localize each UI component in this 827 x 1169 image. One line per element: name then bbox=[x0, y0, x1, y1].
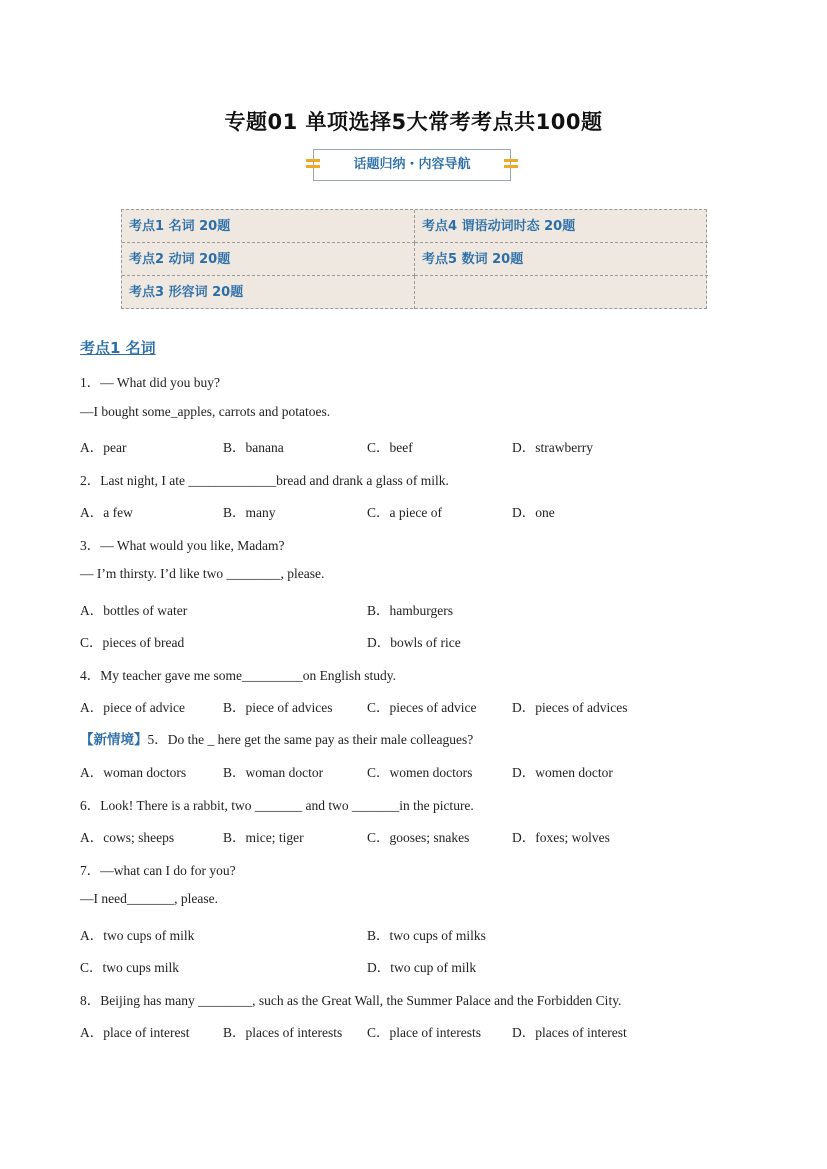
option-b[interactable]: B．mice; tiger bbox=[223, 830, 304, 845]
option-b[interactable]: B．many bbox=[223, 505, 276, 520]
option-d[interactable]: D．women doctor bbox=[512, 765, 613, 780]
topic-table bbox=[121, 209, 707, 309]
toc-item-empty bbox=[415, 276, 708, 309]
option-a[interactable]: A．a few bbox=[80, 505, 133, 520]
option-c[interactable]: C．a piece of bbox=[367, 505, 442, 520]
option-b[interactable]: B．two cups of milks bbox=[367, 928, 486, 943]
stripe-decoration-icon bbox=[306, 159, 320, 170]
question-text: 5．Do the _ here get the same pay as their male colleagues? bbox=[147, 732, 474, 747]
option-c[interactable]: C．women doctors bbox=[367, 765, 473, 780]
option-a[interactable]: A．pear bbox=[80, 440, 127, 455]
option-a[interactable]: A．two cups of milk bbox=[80, 928, 195, 943]
page-title: 专题01 单项选择5大常考考点共100题 bbox=[224, 110, 603, 134]
option-c[interactable]: C．gooses; snakes bbox=[367, 830, 470, 845]
option-c[interactable]: C．pieces of advice bbox=[367, 700, 477, 715]
option-a[interactable]: A．piece of advice bbox=[80, 700, 185, 715]
new-context-tag: 【新情境】 bbox=[80, 732, 148, 748]
option-b[interactable]: B．woman doctor bbox=[223, 765, 324, 780]
content-nav-badge bbox=[313, 149, 511, 181]
stripe-decoration-icon bbox=[504, 159, 518, 170]
option-d[interactable]: D．one bbox=[512, 505, 555, 520]
question-stem: 2．Last night, I ate _____________bread and drank a glass of milk. bbox=[80, 473, 449, 488]
question-stem: 3．— What would you like, Madam? bbox=[80, 538, 285, 553]
option-d[interactable]: D．pieces of advices bbox=[512, 700, 628, 715]
option-d[interactable]: D．two cup of milk bbox=[367, 960, 477, 975]
option-b[interactable]: B．hamburgers bbox=[367, 603, 453, 618]
question-stem: 4．My teacher gave me some_________on English study. bbox=[80, 668, 396, 683]
question-stem: — I’m thirsty. I’d like two ________, please. bbox=[80, 566, 325, 581]
option-b[interactable]: B．places of interests bbox=[223, 1025, 343, 1040]
option-a[interactable]: A．cows; sheeps bbox=[80, 830, 175, 845]
option-a[interactable]: A．woman doctors bbox=[80, 765, 187, 780]
option-b[interactable]: B．banana bbox=[223, 440, 284, 455]
question-stem: 7．—what can I do for you? bbox=[80, 863, 236, 878]
question-stem: —I bought some_apples, carrots and potatoes. bbox=[80, 404, 331, 419]
question-stem: —I need_______, please. bbox=[80, 891, 218, 906]
option-d[interactable]: D．bowls of rice bbox=[367, 635, 461, 650]
question-stem: 6．Look! There is a rabbit, two _______ and two _______in the picture. bbox=[80, 798, 474, 813]
option-b[interactable]: B．piece of advices bbox=[223, 700, 333, 715]
section-title: 考点1 名词 bbox=[80, 339, 156, 357]
question-stem bbox=[80, 728, 473, 748]
option-a[interactable]: A．place of interest bbox=[80, 1025, 190, 1040]
toc-item[interactable]: 考点4 谓语动词时态 20题 bbox=[415, 210, 708, 243]
option-c[interactable]: C．place of interests bbox=[367, 1025, 481, 1040]
toc-item[interactable]: 考点5 数词 20题 bbox=[415, 243, 708, 276]
question-stem: 8．Beijing has many ________, such as the Great Wall, the Summer Palace and the Forbidden City. bbox=[80, 993, 622, 1008]
question-stem: 1．— What did you buy? bbox=[80, 375, 220, 390]
nav-label: 话题归纳・内容导航 bbox=[353, 157, 471, 172]
toc-item[interactable]: 考点1 名词 20题 bbox=[122, 210, 415, 243]
option-c[interactable]: C．pieces of bread bbox=[80, 635, 185, 650]
option-a[interactable]: A．bottles of water bbox=[80, 603, 188, 618]
option-d[interactable]: D．places of interest bbox=[512, 1025, 627, 1040]
option-d[interactable]: D．strawberry bbox=[512, 440, 593, 455]
option-c[interactable]: C．beef bbox=[367, 440, 413, 455]
option-d[interactable]: D．foxes; wolves bbox=[512, 830, 610, 845]
option-c[interactable]: C．two cups milk bbox=[80, 960, 180, 975]
toc-item[interactable]: 考点2 动词 20题 bbox=[122, 243, 415, 276]
toc-item[interactable]: 考点3 形容词 20题 bbox=[122, 276, 415, 309]
